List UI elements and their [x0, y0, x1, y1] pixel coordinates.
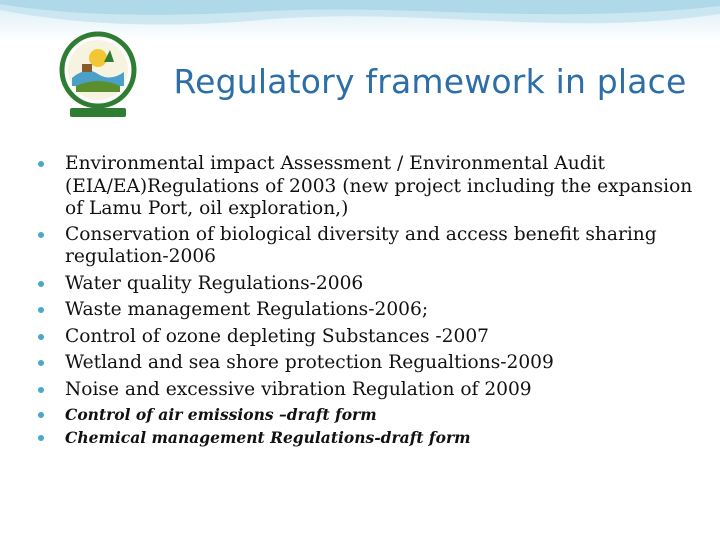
list-item-text: Water quality Regulations-2006	[65, 272, 364, 294]
list-item	[38, 352, 693, 375]
bullet-icon	[38, 412, 44, 418]
bullet-icon	[38, 387, 44, 393]
list-item	[38, 153, 693, 221]
bullet-icon	[38, 360, 44, 366]
list-item	[38, 299, 693, 322]
list-item-text: Control of ozone depleting Substances -2007	[65, 325, 489, 347]
nema-logo-icon	[58, 28, 138, 122]
bullet-icon	[38, 161, 44, 167]
list-item	[38, 326, 693, 349]
bullet-icon	[38, 307, 44, 313]
slide-title: Regulatory framework in place	[173, 62, 687, 101]
list-item-text: Chemical management Regulations-draft form	[65, 428, 471, 447]
list-item	[38, 273, 693, 296]
list-item	[38, 405, 693, 424]
list-item-text: Waste management Regulations-2006;	[65, 299, 429, 320]
list-item-text: Control of air emissions –draft form	[65, 405, 377, 424]
bullet-icon	[38, 232, 44, 238]
list-item-text: Noise and excessive vibration Regulation of 2009	[65, 378, 532, 400]
regulations-list	[38, 153, 693, 451]
list-item	[38, 224, 693, 269]
list-item-text: Environmental impact Assessment / Environmental Audit (EIA/EA)Regulations of 2003 (new project including the expansion of Lamu Port, oil exploration,)	[65, 153, 693, 219]
list-item	[38, 428, 693, 447]
list-item-text: Wetland and sea shore protection Regualtions-2009	[65, 352, 554, 373]
bullet-icon	[38, 435, 44, 441]
list-item	[38, 379, 693, 402]
bullet-icon	[38, 334, 44, 340]
bullet-icon	[38, 281, 44, 287]
list-item-text: Conservation of biological diversity and access benefit sharing regulation-2006	[65, 223, 657, 267]
